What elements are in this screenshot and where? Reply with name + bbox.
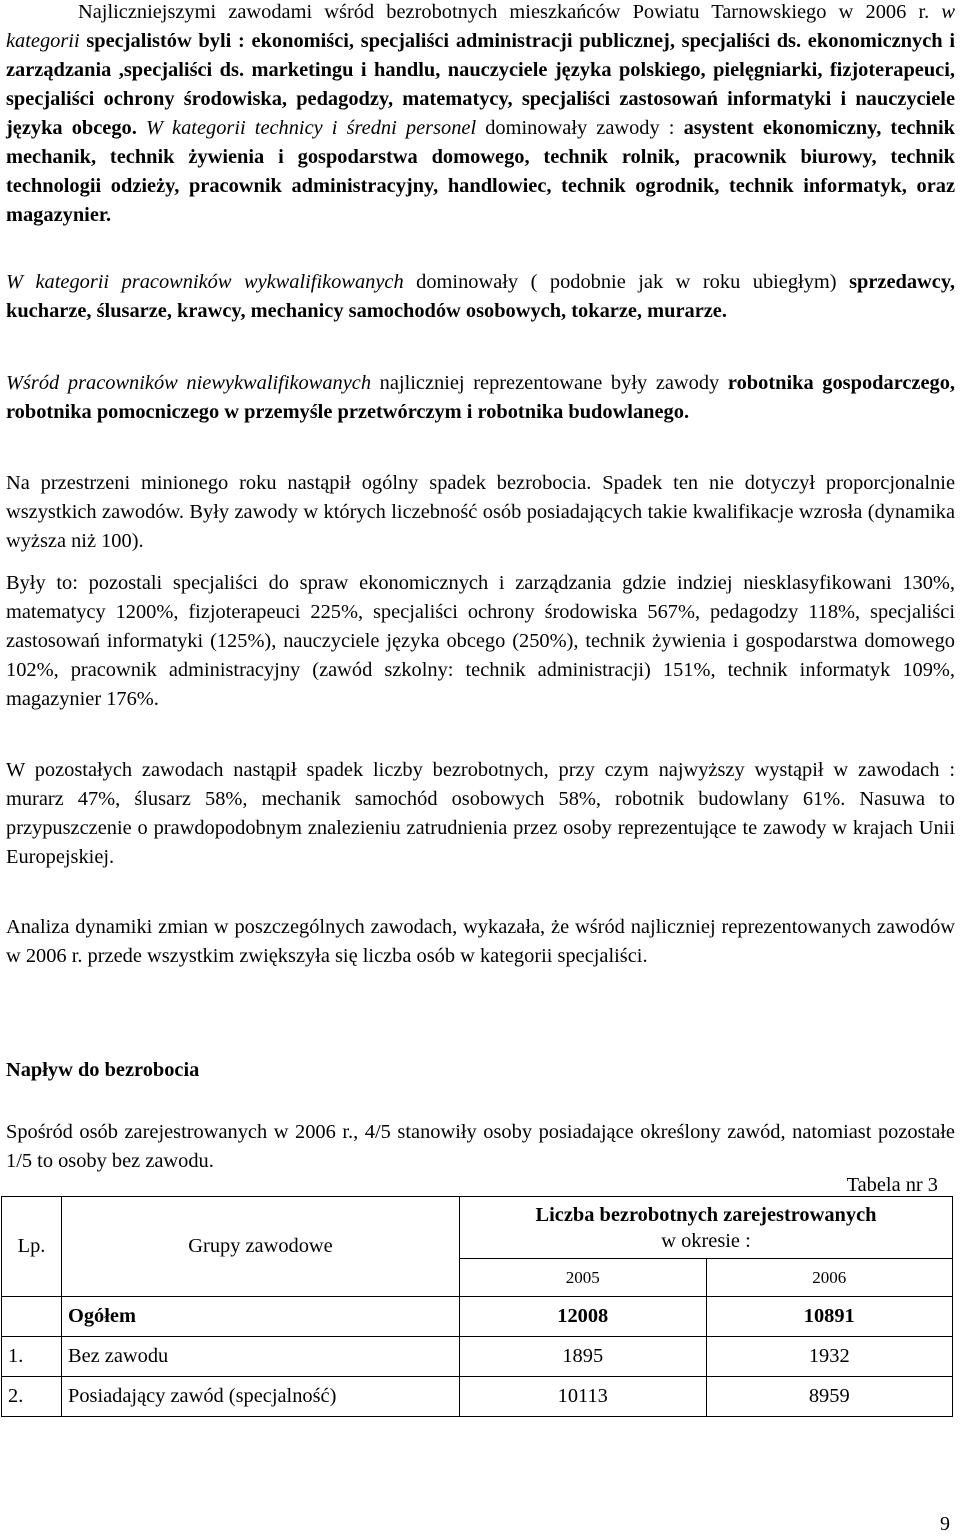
row-2005: 1895 xyxy=(460,1337,707,1377)
row-group: Bez zawodu xyxy=(62,1337,460,1377)
page-number: 9 xyxy=(940,1513,950,1535)
total-2005: 12008 xyxy=(460,1297,707,1337)
paragraph-analysis: Analiza dynamiki zmian w poszczególnych zawodach, wykazała, że wśród najliczniej reprezentowanych zawodów w 2006 r. przede wszystkim zwiększyła się liczba osób w kategorii specjaliści. xyxy=(6,916,955,967)
header-count xyxy=(460,1197,953,1259)
total-2006: 10891 xyxy=(706,1297,953,1337)
header-lp: Lp. xyxy=(2,1197,62,1297)
paragraph-growth-occupations: Były to: pozostali specjaliści do spraw ekonomicznych i zarządzania gdzie indziej niesklasyfikowani 130%, matematycy 1200%, fizjoterapeuci 225%, specjaliści ochrony środowiska 567%, pedagodzy 118%, specjaliści zastosowań informatyki (125%), nauczyciele języka obcego (250%), technik żywienia i gospodarstwa domowego 102%, pracownik administracyjny (zawód szkolny: technik administracji) 151%, technik informatyk 109%, magazynier 176%. xyxy=(6,572,955,710)
paragraph-top-occupations xyxy=(6,0,955,230)
text-segment-italic: W kategorii pracowników wykwalifikowanych xyxy=(6,271,404,293)
text-segment: najliczniej reprezentowane były zawody xyxy=(379,372,720,394)
paragraph-unskilled-workers xyxy=(6,369,955,427)
table-caption: Tabela nr 3 xyxy=(846,1174,938,1196)
header-count-rest: w okresie : xyxy=(661,1229,751,1252)
row-lp: 2. xyxy=(2,1377,62,1417)
table-row xyxy=(2,1337,953,1377)
paragraph-unemployment-decline: Na przestrzeni minionego roku nastąpił ogólny spadek bezrobocia. Spadek ten nie dotyczył proporcjonalnie wszystkich zawodów. Były zawody w których liczebność osób posiadających takie kwalifikacje wzrosła (dynamika wyższa niż 100). xyxy=(6,472,955,552)
row-2006: 1932 xyxy=(706,1337,953,1377)
text-segment-italic: Wśród pracowników niewykwalifikowanych xyxy=(6,372,372,394)
row-lp: 1. xyxy=(2,1337,62,1377)
text-segment-italic: w kategorii xyxy=(6,1,955,52)
header-group: Grupy zawodowe xyxy=(62,1197,460,1297)
section-heading: Napływ do bezrobocia xyxy=(6,1059,200,1081)
paragraph-decline-occupations: W pozostałych zawodach nastąpił spadek liczby bezrobotnych, przy czym najwyższy wystąpił w zawodach : murarz 47%, ślusarz 58%, mechanik samochód osobowych 58%, robotnik budowlany 61%. Nasuwa to przypuszczenie o prawdopodobnym znalezieniu zatrudnienia przez osoby reprezentujące te zawody w krajach Unii Europejskiej. xyxy=(6,759,955,868)
text-segment-bold: robotnika gospodarczego, robotnika pomocniczego w przemyśle przetwórczym i robotnika budowlanego. xyxy=(6,372,956,423)
total-lp xyxy=(2,1297,62,1337)
row-2006: 8959 xyxy=(706,1377,953,1417)
paragraph-inflow: Spośród osób zarejestrowanych w 2006 r., 4/5 stanowiły osoby posiadające określony zawód, natomiast pozostałe 1/5 to osoby bez zawodu. xyxy=(6,1121,955,1172)
paragraph-skilled-workers xyxy=(6,268,955,326)
header-count-bold: Liczba bezrobotnych zarejestrowanych xyxy=(535,1203,877,1226)
total-label: Ogółem xyxy=(62,1297,460,1337)
text-segment: dominowały ( podobnie jak w roku ubiegłym) xyxy=(416,271,837,293)
header-year-2005: 2005 xyxy=(460,1259,707,1297)
text-segment: Najliczniejszymi zawodami wśród bezrobotnych mieszkańców Powiatu Tarnowskiego w 2006 r. xyxy=(78,1,930,23)
header-year-2006: 2006 xyxy=(706,1259,953,1297)
text-segment-bold: specjalistów byli : ekonomiści, specjaliści administracji publicznej, specjaliści ds. ekonomicznych i zarządzania ,specjaliści ds. marketingu i handlu, nauczyciele języka polskiego, pielęgniarki, fizjoterapeuci, specjaliści ochrony środowiska, pedagodzy, matematycy, specjaliści zastosowań informatyki i nauczyciele języka obcego. xyxy=(6,30,955,139)
text-segment-bold: asystent ekonomiczny, technik mechanik, technik żywienia i gospodarstwa domowego, technik rolnik, pracownik biurowy, technik technologii odzieży, pracownik administracyjny, handlowiec, technik ogrodnik, technik informatyk, oraz magazynier. xyxy=(6,117,955,226)
text-segment-bold: sprzedawcy, kucharze, ślusarze, krawcy, mechanicy samochodów osobowych, tokarze, murarze. xyxy=(6,271,955,322)
row-2005: 10113 xyxy=(460,1377,707,1417)
unemployment-table xyxy=(1,1196,953,1417)
text-segment-italic: W kategorii technicy i średni personel xyxy=(145,117,477,139)
row-group: Posiadający zawód (specjalność) xyxy=(62,1377,460,1417)
table-row xyxy=(2,1377,953,1417)
text-segment: dominowały zawody : xyxy=(485,117,675,139)
